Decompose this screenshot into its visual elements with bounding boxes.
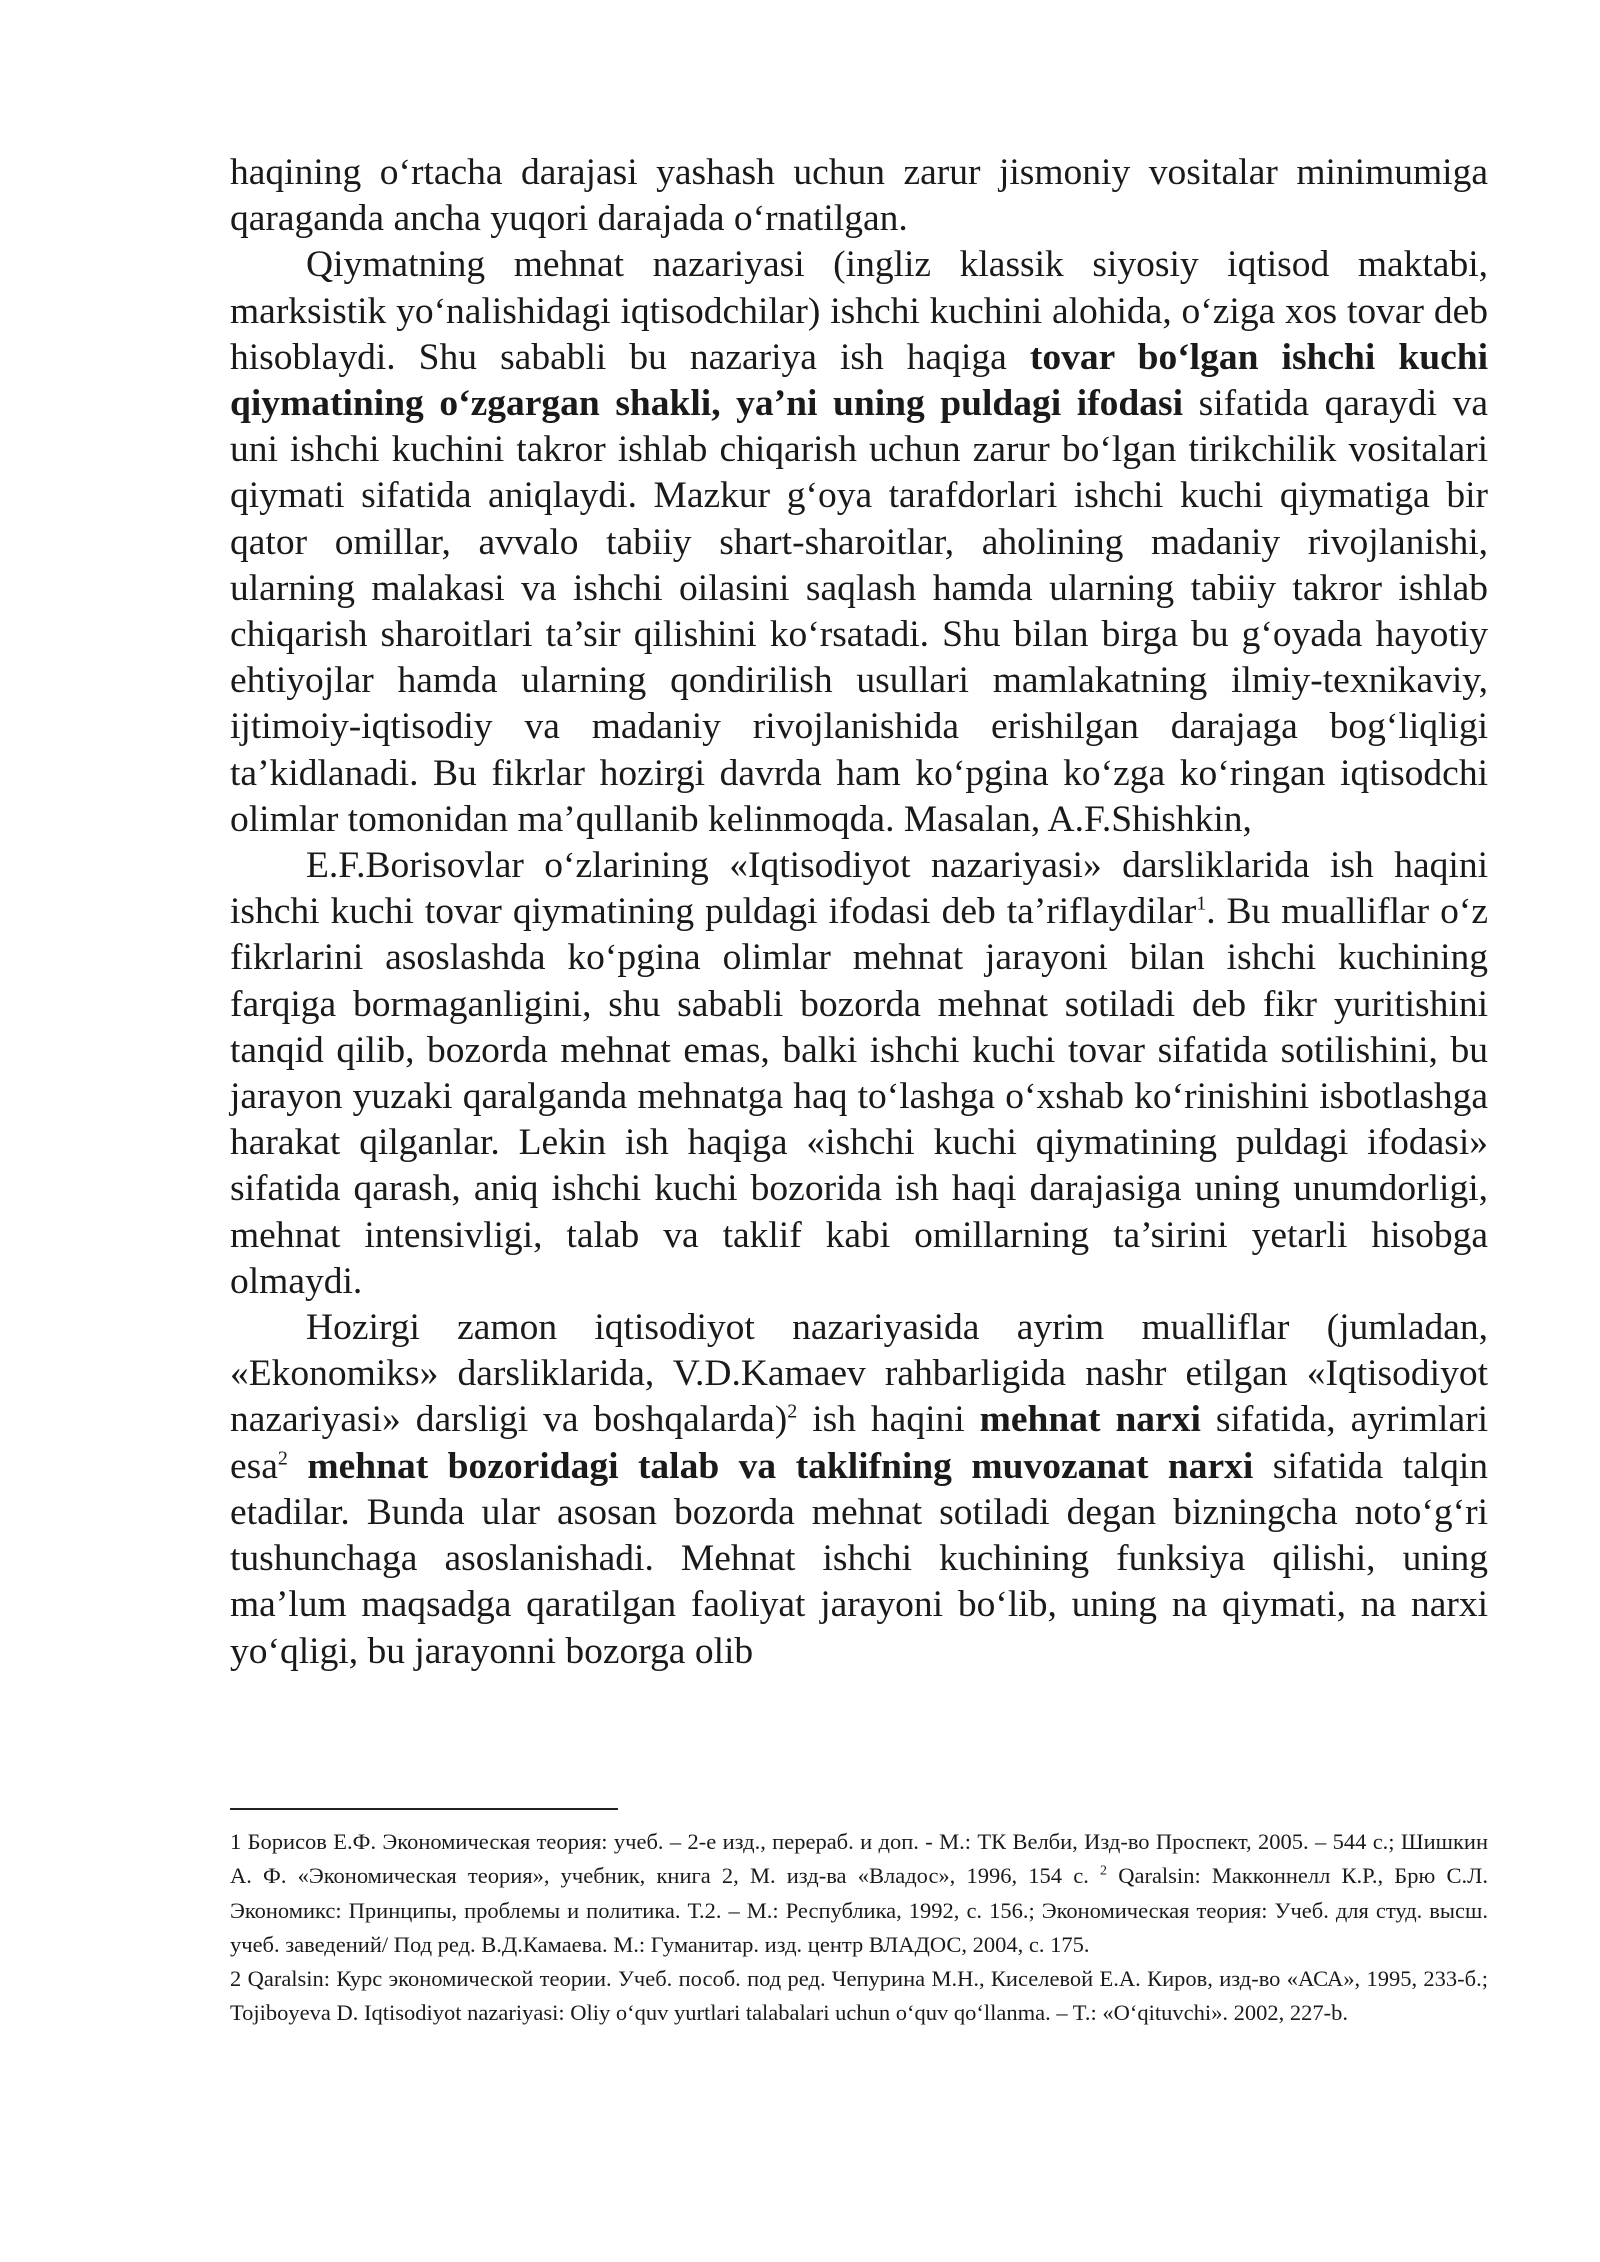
footnote-1-text-b: Qaralsin: Макконнелл К.Р., Брю С.Л. Экономикс: Принципы, проблемы и политика. Т.2. – М.: Республика, 1992, с. 156.; Экономическая теория: Учеб. для студ. высш. учеб. заведений/ Под ред. В.Д.Камаева. М.: Гуманитар. изд. центр ВЛАДОС, 2004, с. 175. [230,1863,1488,1957]
paragraph-4-text-b: ish haqini [797,1399,980,1441]
paragraph-3-text-b: . Bu mualliflar o‘z fikrlarini asoslashda ko‘pgina olimlar mehnat jarayoni bilan ishchi kuchining farqiga bormaganligini, shu sababli bozorda mehnat sotiladi deb fikr yuritishini tanqid qilib, bozorda mehnat emas, balki ishchi kuchi tovar sifatida sotilishini, bu jarayon yuzaki qaralganda mehnatga haq to‘lashga o‘xshab ko‘rinishini isbotlashga harakat qilganlar. Lekin ish haqiga «ishchi kuchi qiymatining puldagi ifodasi» sifatida qarash, aniq ishchi kuchi bozorida ish haqi darajasiga uning unumdorligi, mehnat intensivligi, talab va taklif kabi omillarning ta’sirini yetarli hisobga olmaydi. [230,891,1488,1302]
main-text [230,150,1488,1675]
footnotes [230,1825,1488,2031]
paragraph-4-text-c: sifatida, ayrimlari esa [230,1399,1489,1487]
footnote-2 [230,1962,1488,2031]
paragraph-4-text-a: Hozirgi zamon iqtisodiyot nazariyasida ayrim mualliflar (jumladan, «Ekonomiks» darsliklarida, V.D.Kamaev rahbarligida nashr etilgan «Iqtisodiyot nazariyasi» darsligi va boshqalarda) [230,1307,1488,1441]
footnote-separator [230,1808,618,1810]
footnote-1-text-a: 1 Борисов Е.Ф. Экономическая теория: учеб. – 2-е изд., перераб. и доп. - М.: ТК Велби, Изд-во Проспект, 2005. – 544 с.; Шишкин А. Ф. «Экономическая теория», учебник, книга 2, М. изд-ва «Владос», 1996, 154 с. [230,1829,1488,1889]
footnote-ref-2b[interactable]: 2 [277,1447,288,1470]
paragraph-1-text: haqining o‘rtacha darajasi yashash uchun zarur jismoniy vositalar minimumiga qaraganda ancha yuqori darajada o‘rnatilgan. [230,152,1488,240]
paragraph-3 [230,843,1488,1305]
footnote-ref-2[interactable]: 2 [787,1400,798,1423]
footnote-2-text: 2 Qaralsin: Курс экономической теории. Учеб. пособ. под ред. Чепурина М.Н., Киселевой Е.А. Киров, изд-во «АСА», 1995, 233-б.; Tojiboyeva D. Iqtisodiyot nazariyasi: Oliy o‘quv yurtlari talabalari uchun o‘quv qo‘llanma. – T.: «O‘qituvchi». 2002, 227-b. [230,1966,1488,2026]
paragraph-4-text-e: sifatida talqin etadilar. Bunda ular asosan bozorda mehnat sotiladi degan bizningcha noto‘g‘ri tushunchaga asoslanishadi. Mehnat ishchi kuchining funksiya qilishi, uning ma’lum maqsadga qaratilgan faoliyat jarayoni bo‘lib, uning na qiymati, na narxi yo‘qligi, bu jarayonni bozorga olib [230,1445,1489,1672]
paragraph-2 [230,242,1488,843]
paragraph-2-text-a: Qiymatning mehnat nazariyasi (ingliz klassik siyosiy iqtisod maktabi, marksistik yo‘nalishidagi iqtisodchilar) ishchi kuchini alohida, o‘ziga xos tovar deb hisoblaydi. Shu sababli bu nazariya ish haqiga [230,244,1488,378]
paragraph-4-bold-1: mehnat narxi [979,1399,1201,1441]
paragraph-4 [230,1305,1488,1675]
paragraph-4-text-d [288,1446,307,1487]
footnote-1 [230,1825,1488,1962]
paragraph-1 [230,150,1488,242]
footnote-ref-1[interactable]: 1 [1196,892,1207,915]
footnote-1-sup: 2 [1100,1863,1108,1879]
paragraph-2-bold: tovar bo‘lgan ishchi kuchi qiymatining o‘zgargan shakli, ya’ni uning puldagi ifodasi [230,336,1488,425]
paragraph-2-text-b: sifatida qaraydi va uni ishchi kuchini takror ishlab chiqarish uchun zarur bo‘lgan tirikchilik vositalari qiymati sifatida aniqlaydi. Mazkur g‘oya tarafdorlari ishchi kuchi qiymatiga bir qator omillar, avvalo tabiiy shart-sharoitlar, aholining madaniy rivojlanishi, ularning malakasi va ishchi oilasini saqlash hamda ularning tabiiy takror ishlab chiqarish sharoitlari ta’sir qilishini ko‘rsatadi. Shu bilan birga bu g‘oyada hayotiy ehtiyojlar hamda ularning qondirilish usullari mamlakatning ilmiy-texnikaviy, ijtimoiy-iqtisodiy va madaniy rivojlanishida erishilgan darajaga bog‘liqligi ta’kidlanadi. Bu fikrlar hozirgi davrda ham ko‘pgina ko‘zga ko‘ringan iqtisodchi olimlar tomonidan ma’qullanib kelinmoqda. Masalan, A.F.Shishkin, [230,383,1488,840]
paragraph-3-text-a: E.F.Borisovlar o‘zlarining «Iqtisodiyot nazariyasi» darsliklarida ish haqini ishchi kuchi tovar qiymatining puldagi ifodasi deb ta’riflaydilar [230,845,1488,933]
paragraph-4-bold-2: mehnat bozoridagi talab va taklifning muvozanat narxi [307,1445,1254,1487]
